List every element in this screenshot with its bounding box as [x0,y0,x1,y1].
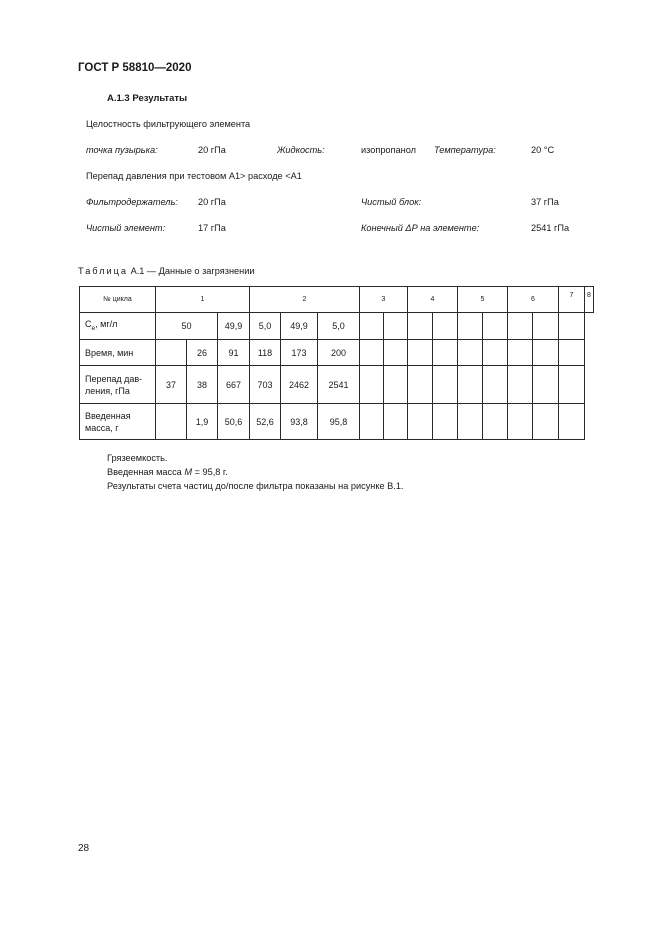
cell: 52,6 [250,404,281,440]
clean-element-value: 17 гПа [198,223,226,233]
cell [483,313,508,340]
pressure-drop-label-line2: ления, гПа [85,385,130,396]
header-cycle-8: 8 [585,287,594,313]
final-dp-value: 2541 гПа [531,223,570,233]
cell: 38 [187,366,218,404]
cell [360,340,384,366]
final-dp-label: Конечный ΔР на элементе: [361,223,480,233]
cell [384,340,408,366]
table-caption [78,266,254,276]
cell: 118 [250,340,281,366]
table-header-row [80,287,594,313]
cell [384,404,408,440]
cell [533,404,559,440]
cell [483,404,508,440]
cell [433,340,458,366]
temperature-label: Температура: [434,145,496,155]
cell [408,313,433,340]
cell [433,313,458,340]
row-label-time: Время, мин [80,340,156,366]
bubble-point-value: 20 гПа [198,145,226,155]
contamination-table [79,286,594,440]
cell [508,313,533,340]
cell [384,313,408,340]
cell [360,366,384,404]
integrity-heading: Целостность фильтрующего элемента [86,119,251,129]
cell: 667 [218,366,250,404]
cell [559,313,585,340]
concentration-subscript: e [91,324,96,332]
bubble-point-label: точка пузырька: [86,145,158,155]
mass-label-line2: масса, г [85,422,119,433]
cell: 49,9 [281,313,318,340]
table-row [80,340,594,366]
temperature-value: 20 °С [531,145,555,155]
clean-element-label: Чистый элемент: [86,223,166,233]
cell: 26 [187,340,218,366]
cell [360,404,384,440]
mass-label-line1: Введенная [85,410,131,421]
note-injected-mass-symbol: М [184,467,193,477]
cell [508,340,533,366]
cell: 95,8 [318,404,360,440]
cell: 200 [318,340,360,366]
cell [508,366,533,404]
cell [408,340,433,366]
filter-holder-value: 20 гПа [198,197,226,207]
cell [384,366,408,404]
pressure-drop-heading: Перепад давления при тестовом А1> расходе <А1 [86,171,302,181]
note-injected-mass-value: = 95,8 г. [194,467,228,477]
note-dirt-capacity: Грязеемкость. [107,453,168,463]
cell [458,313,483,340]
concentration-symbol: С [85,318,92,329]
cell [433,404,458,440]
header-cycle-3: 3 [360,287,408,313]
cell [433,366,458,404]
table-caption-prefix: Таблица [78,266,129,276]
cell [483,366,508,404]
cell: 49,9 [218,313,250,340]
note-injected-mass-prefix: Введенная масса [107,467,182,477]
cell [508,404,533,440]
table-row [80,366,594,404]
header-cycle-label: № цикла [80,287,156,313]
cell: 703 [250,366,281,404]
cell [559,366,585,404]
table-caption-text: А.1 — Данные о загрязнении [130,266,255,276]
cell [458,366,483,404]
filter-holder-label: Фильтродержатель: [86,197,178,207]
cell [408,404,433,440]
header-cycle-4: 4 [408,287,458,313]
cell: 1,9 [187,404,218,440]
header-cycle-1: 1 [156,287,250,313]
header-cycle-7: 7 [559,287,585,313]
header-cycle-6: 6 [508,287,559,313]
cell [458,340,483,366]
liquid-value: изопропанол [361,145,416,155]
liquid-label: Жидкость: [277,145,325,155]
cell: 93,8 [281,404,318,440]
cell [458,404,483,440]
document-header: ГОСТ Р 58810—2020 [78,62,192,74]
cell [559,404,585,440]
concentration-unit: , мг/л [95,318,118,329]
cell [533,366,559,404]
cell [533,313,559,340]
cell [408,366,433,404]
cell: 37 [156,366,187,404]
cell [156,340,187,366]
cell: 5,0 [318,313,360,340]
section-title: А.1.3 Результаты [107,93,188,104]
pressure-drop-label-line1: Перепад дав- [85,373,143,384]
clean-block-label: Чистый блок: [361,197,422,207]
page-number: 28 [78,843,90,854]
clean-block-value: 37 гПа [531,197,559,207]
row-label-pressure-drop [80,366,156,404]
row-label-mass [80,404,156,440]
note-injected-mass [107,467,228,477]
header-cycle-5: 5 [458,287,508,313]
table-row [80,404,594,440]
cell: 50 [156,313,218,340]
cell: 91 [218,340,250,366]
row-label-concentration [80,313,156,340]
cell [483,340,508,366]
cell [533,340,559,366]
cell: 2462 [281,366,318,404]
cell: 173 [281,340,318,366]
cell [559,340,585,366]
cell [360,313,384,340]
cell: 50,6 [218,404,250,440]
table-row [80,313,594,340]
cell [156,404,187,440]
cell: 2541 [318,366,360,404]
header-cycle-2: 2 [250,287,360,313]
note-particle-count: Результаты счета частиц до/после фильтра показаны на рисунке В.1. [107,481,404,491]
cell: 5,0 [250,313,281,340]
